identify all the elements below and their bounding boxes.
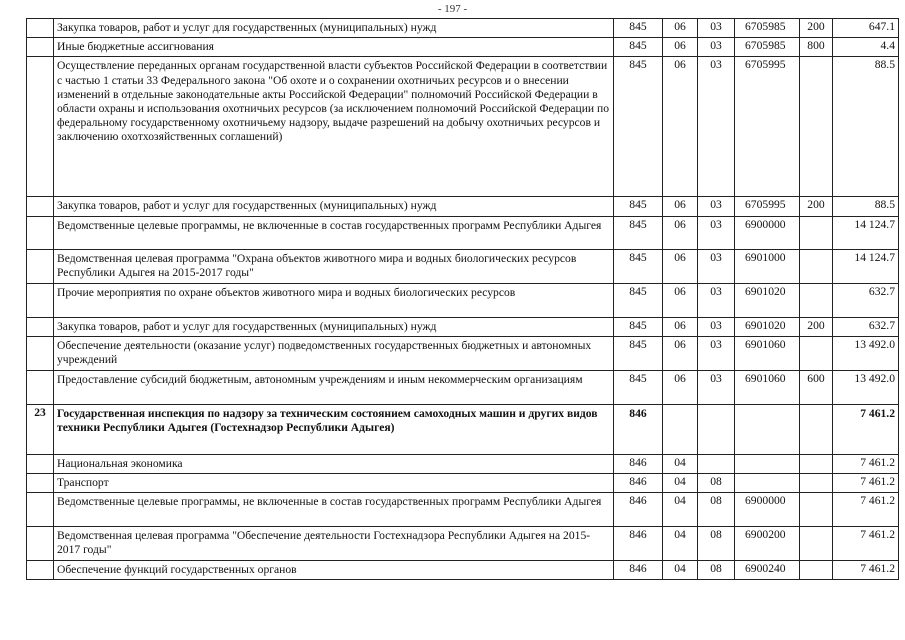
section-code-cell: 06	[663, 19, 698, 38]
expense-type-cell	[800, 249, 833, 283]
subsection-code-cell: 03	[698, 197, 735, 216]
expense-type-cell	[800, 336, 833, 370]
subsection-code-cell: 03	[698, 38, 735, 57]
ved-code-cell: 845	[614, 249, 663, 283]
row-name-cell: Обеспечение функций государственных органов	[54, 560, 614, 579]
sum-cell: 14 124.7	[833, 216, 899, 249]
section-code-cell: 06	[663, 216, 698, 249]
row-name-cell: Закупка товаров, работ и услуг для государственных (муниципальных) нужд	[54, 317, 614, 336]
expense-type-cell	[800, 216, 833, 249]
row-number-cell	[27, 197, 54, 216]
row-name-cell: Обеспечение деятельности (оказание услуг) подведомственных государственных бюджетных и автономных учреждений	[54, 336, 614, 370]
target-article-cell: 6901020	[735, 283, 800, 317]
expense-type-cell: 200	[800, 197, 833, 216]
row-number-cell	[27, 57, 54, 197]
row-name-cell: Ведомственная целевая программа "Обеспечение деятельности Гостехнадзора Республики Адыгея на 2015-2017 годы"	[54, 527, 614, 560]
table-row	[27, 493, 899, 527]
ved-code-cell: 845	[614, 57, 663, 197]
row-number-cell	[27, 19, 54, 38]
row-name-cell: Ведомственные целевые программы, не включенные в состав государственных программ Республики Адыгея	[54, 216, 614, 249]
table-row	[27, 249, 899, 283]
ved-code-cell: 845	[614, 197, 663, 216]
subsection-code-cell: 03	[698, 283, 735, 317]
expense-type-cell	[800, 474, 833, 493]
ved-code-cell: 845	[614, 216, 663, 249]
sum-cell: 88.5	[833, 57, 899, 197]
sum-cell: 13 492.0	[833, 336, 899, 370]
table-row	[27, 474, 899, 493]
table-row	[27, 454, 899, 473]
sum-cell: 4.4	[833, 38, 899, 57]
budget-table	[26, 18, 899, 580]
table-row	[27, 19, 899, 38]
target-article-cell: 6705985	[735, 38, 800, 57]
ved-code-cell: 845	[614, 317, 663, 336]
sum-cell: 7 461.2	[833, 474, 899, 493]
subsection-code-cell: 03	[698, 249, 735, 283]
row-number-cell	[27, 527, 54, 560]
subsection-code-cell: 08	[698, 493, 735, 527]
sum-cell: 632.7	[833, 317, 899, 336]
target-article-cell: 6901060	[735, 336, 800, 370]
expense-type-cell: 200	[800, 317, 833, 336]
expense-type-cell	[800, 404, 833, 454]
row-name-cell: Закупка товаров, работ и услуг для государственных (муниципальных) нужд	[54, 19, 614, 38]
subsection-code-cell: 03	[698, 216, 735, 249]
target-article-cell: 6705985	[735, 19, 800, 38]
row-name-cell: Иные бюджетные ассигнования	[54, 38, 614, 57]
row-name-cell: Прочие мероприятия по охране объектов животного мира и водных биологических ресурсов	[54, 283, 614, 317]
ved-code-cell: 846	[614, 493, 663, 527]
row-number-cell	[27, 336, 54, 370]
subsection-code-cell: 03	[698, 57, 735, 197]
subsection-code-cell: 08	[698, 560, 735, 579]
expense-type-cell	[800, 454, 833, 473]
subsection-code-cell: 03	[698, 370, 735, 404]
section-code-cell: 06	[663, 38, 698, 57]
expense-type-cell: 600	[800, 370, 833, 404]
row-number-cell	[27, 38, 54, 57]
subsection-code-cell	[698, 404, 735, 454]
target-article-cell: 6900000	[735, 493, 800, 527]
expense-type-cell	[800, 493, 833, 527]
row-number-cell	[27, 370, 54, 404]
subsection-code-cell: 03	[698, 336, 735, 370]
section-code-cell: 06	[663, 317, 698, 336]
ved-code-cell: 845	[614, 283, 663, 317]
row-name-cell: Ведомственная целевая программа "Охрана объектов животного мира и водных биологических ресурсов Республики Адыгея на 2015-2017 годы"	[54, 249, 614, 283]
target-article-cell	[735, 454, 800, 473]
expense-type-cell: 800	[800, 38, 833, 57]
section-code-cell: 06	[663, 197, 698, 216]
row-number-cell: 23	[27, 404, 54, 454]
row-name-cell: Национальная экономика	[54, 454, 614, 473]
table-row	[27, 370, 899, 404]
expense-type-cell: 200	[800, 19, 833, 38]
subsection-code-cell: 08	[698, 527, 735, 560]
row-number-cell	[27, 560, 54, 579]
sum-cell: 647.1	[833, 19, 899, 38]
table-row	[27, 527, 899, 560]
section-code-cell: 04	[663, 454, 698, 473]
table-row	[27, 404, 899, 454]
target-article-cell	[735, 474, 800, 493]
ved-code-cell: 846	[614, 454, 663, 473]
sum-cell: 7 461.2	[833, 454, 899, 473]
target-article-cell: 6705995	[735, 197, 800, 216]
row-number-cell	[27, 493, 54, 527]
ved-code-cell: 846	[614, 560, 663, 579]
target-article-cell: 6900000	[735, 216, 800, 249]
page-number: - 197 -	[437, 3, 468, 15]
target-article-cell: 6901020	[735, 317, 800, 336]
expense-type-cell	[800, 57, 833, 197]
ved-code-cell: 846	[614, 527, 663, 560]
table-row	[27, 336, 899, 370]
ved-code-cell: 846	[614, 404, 663, 454]
row-number-cell	[27, 317, 54, 336]
section-code-cell: 04	[663, 527, 698, 560]
ved-code-cell: 845	[614, 336, 663, 370]
row-number-cell	[27, 454, 54, 473]
target-article-cell	[735, 404, 800, 454]
subsection-code-cell: 03	[698, 19, 735, 38]
sum-cell: 88.5	[833, 197, 899, 216]
ved-code-cell: 845	[614, 38, 663, 57]
row-name-cell: Осуществление переданных органам государственной власти субъектов Российской Федерации в соответствии с частью 1 статьи 33 Федерального закона "Об охоте и о сохранении охотничьих ресурсов и о внесении изменений в отдельные законодательные акты Российской Федерации" полномочий Российской Федерации в области охраны и использования охотничьих ресурсов (за исключением полномочий Российской Федерации по федеральному государственному охотничьему надзору, выдаче разрешений на добычу охотничьих ресурсов и заключению охотхозяйственных соглашений)	[54, 57, 614, 197]
target-article-cell: 6900200	[735, 527, 800, 560]
sum-cell: 7 461.2	[833, 404, 899, 454]
sum-cell: 7 461.2	[833, 493, 899, 527]
row-name-cell: Предоставление субсидий бюджетным, автономным учреждениям и иным некоммерческим организациям	[54, 370, 614, 404]
table-row	[27, 216, 899, 249]
row-number-cell	[27, 283, 54, 317]
section-code-cell: 06	[663, 283, 698, 317]
table-row	[27, 317, 899, 336]
ved-code-cell: 845	[614, 19, 663, 38]
section-code-cell	[663, 404, 698, 454]
expense-type-cell	[800, 527, 833, 560]
table-row	[27, 57, 899, 197]
section-code-cell: 06	[663, 57, 698, 197]
section-code-cell: 04	[663, 493, 698, 527]
target-article-cell: 6901060	[735, 370, 800, 404]
row-number-cell	[27, 474, 54, 493]
sum-cell: 7 461.2	[833, 560, 899, 579]
ved-code-cell: 846	[614, 474, 663, 493]
section-code-cell: 06	[663, 370, 698, 404]
row-name-cell: Закупка товаров, работ и услуг для государственных (муниципальных) нужд	[54, 197, 614, 216]
row-number-cell	[27, 249, 54, 283]
table-row	[27, 38, 899, 57]
row-name-cell: Государственная инспекция по надзору за техническим состоянием самоходных машин и других видов техники Республики Адыгея (Гостехнадзор Республики Адыгея)	[54, 404, 614, 454]
target-article-cell: 6705995	[735, 57, 800, 197]
sum-cell: 13 492.0	[833, 370, 899, 404]
subsection-code-cell	[698, 454, 735, 473]
expense-type-cell	[800, 560, 833, 579]
sum-cell: 7 461.2	[833, 527, 899, 560]
sum-cell: 632.7	[833, 283, 899, 317]
subsection-code-cell: 08	[698, 474, 735, 493]
target-article-cell: 6900240	[735, 560, 800, 579]
row-name-cell: Транспорт	[54, 474, 614, 493]
table-row	[27, 197, 899, 216]
table-row	[27, 283, 899, 317]
subsection-code-cell: 03	[698, 317, 735, 336]
section-code-cell: 06	[663, 249, 698, 283]
ved-code-cell: 845	[614, 370, 663, 404]
target-article-cell: 6901000	[735, 249, 800, 283]
section-code-cell: 04	[663, 474, 698, 493]
row-name-cell: Ведомственные целевые программы, не включенные в состав государственных программ Республики Адыгея	[54, 493, 614, 527]
table-row	[27, 560, 899, 579]
section-code-cell: 04	[663, 560, 698, 579]
sum-cell: 14 124.7	[833, 249, 899, 283]
expense-type-cell	[800, 283, 833, 317]
row-number-cell	[27, 216, 54, 249]
section-code-cell: 06	[663, 336, 698, 370]
